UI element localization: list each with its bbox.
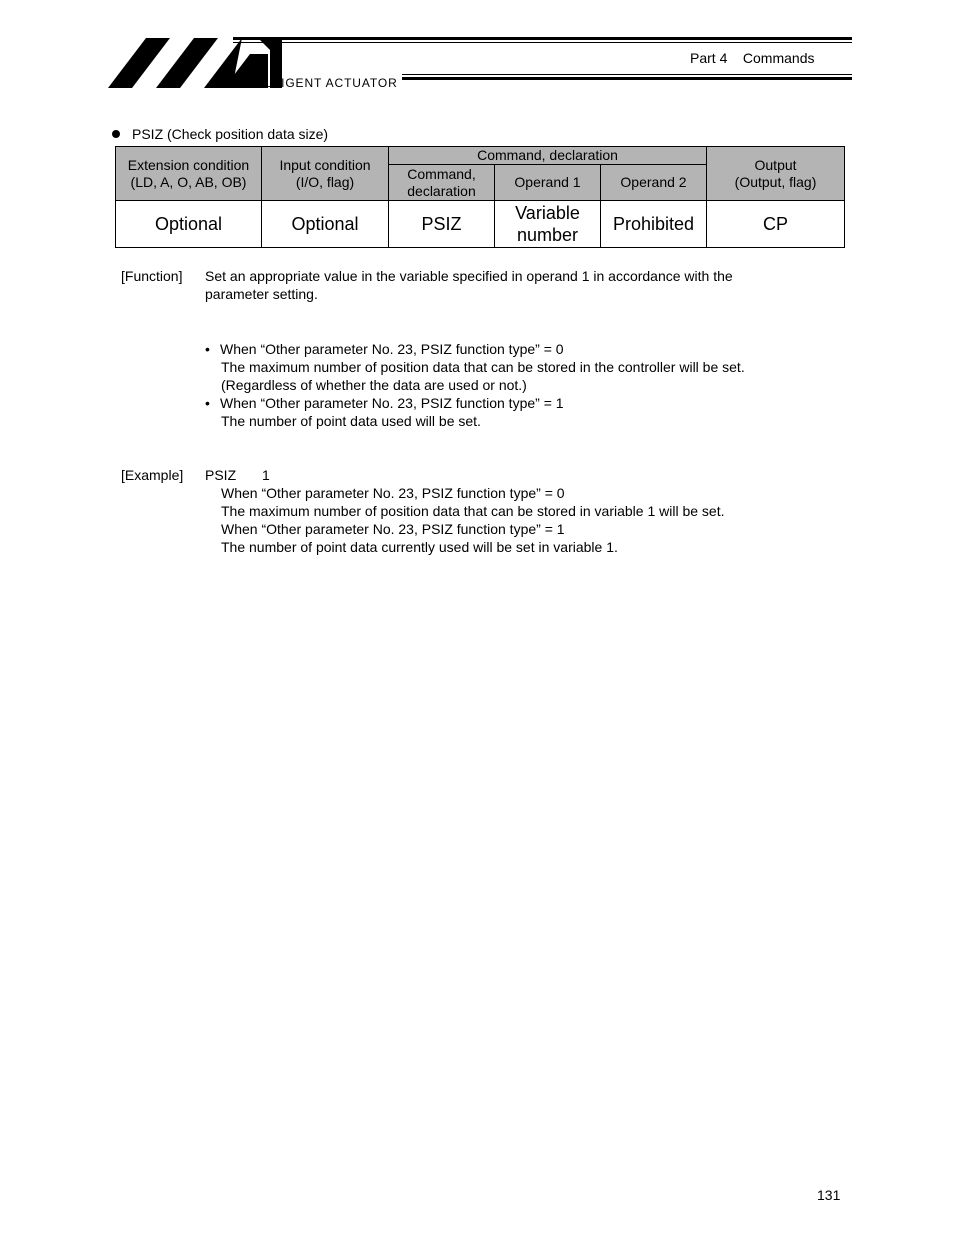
- function-label: [Function]: [121, 268, 183, 284]
- header-extension-condition: Extension condition (LD, A, O, AB, OB): [116, 147, 262, 201]
- example-command: PSIZ: [205, 467, 237, 483]
- cell-command: PSIZ: [389, 201, 495, 248]
- section-title: PSIZ (Check position data size): [112, 126, 328, 142]
- cell-operand-2: Prohibited: [601, 201, 707, 248]
- header-input-condition: Input condition (I/O, flag): [262, 147, 389, 201]
- cell-operand-1: Variable number: [495, 201, 601, 248]
- header-rule-bottom-thin: [402, 74, 852, 75]
- function-description: Set an appropriate value in the variable specified in operand 1 in accordance with the parameter setting.: [205, 268, 733, 302]
- example-label: [Example]: [121, 467, 184, 483]
- function-bullet-list: • When “Other parameter No. 23, PSIZ function type” = 0 The maximum number of position data that can be stored in the controller will be set. (Regardless of whether the data are used or not.) • When “Other parameter No. 23, PSIZ function type” = 1 The number of point data used will be set.: [205, 341, 745, 429]
- cell-extension: Optional: [116, 201, 262, 248]
- header-rule-top: [233, 37, 852, 40]
- header-command-declaration: Command, declaration: [389, 165, 495, 201]
- example-operand: 1: [262, 467, 270, 483]
- bullet-icon: [112, 130, 120, 138]
- command-spec-table: [115, 146, 845, 248]
- header-rule-bottom: [402, 77, 852, 80]
- cell-input: Optional: [262, 201, 389, 248]
- header-rule-top-thin: [233, 42, 852, 43]
- example-description: When “Other parameter No. 23, PSIZ function type” = 0 The maximum number of position data that can be stored in variable 1 will be set. When “Other parameter No. 23, PSIZ function type” = 1 The number of point data currently used will be set in variable 1.: [221, 485, 725, 555]
- header-operand-1: Operand 1: [495, 165, 601, 201]
- cell-output: CP: [707, 201, 845, 248]
- header-operand-2: Operand 2: [601, 165, 707, 201]
- brand-name: INTELLIGENT ACTUATOR: [235, 76, 398, 90]
- header-command-group: Command, declaration: [389, 147, 707, 165]
- running-header: Part 4 Commands: [690, 50, 815, 66]
- list-item: • When “Other parameter No. 23, PSIZ function type” = 0: [205, 341, 564, 357]
- table-row: [116, 201, 845, 248]
- header-output: Output (Output, flag): [707, 147, 845, 201]
- list-item: • When “Other parameter No. 23, PSIZ function type” = 1: [205, 395, 564, 411]
- page-number: 131: [817, 1187, 841, 1203]
